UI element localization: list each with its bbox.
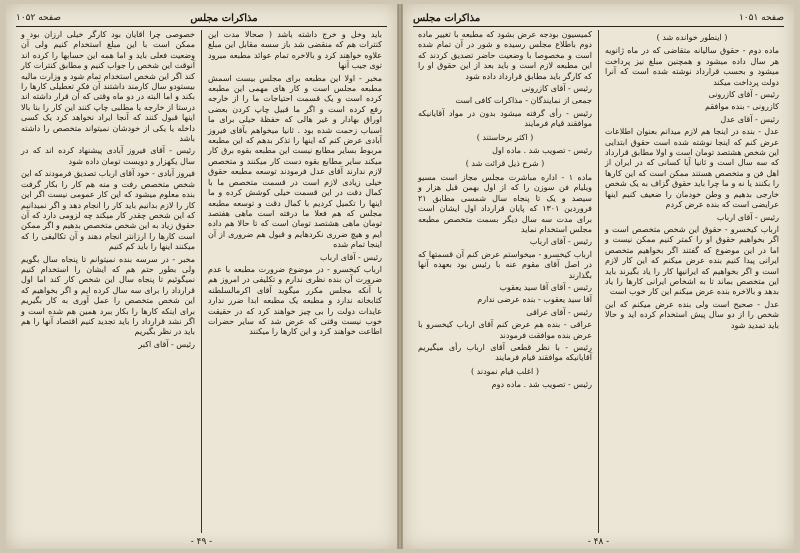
- right-header-rule: [413, 26, 784, 27]
- column-divider: [598, 30, 599, 533]
- paragraph: رئیس - آقای عدل: [720, 114, 779, 124]
- paragraph: خصوصی چرا آقایان بود کارگر خیلی ارزان بود و ممکن است با این مبلغ استخدام کنیم ولی آن وضعیت فعلی باید و اما همه این حسابها را کرده اند آنوقت این شخص را جواب کنیم و مطابق کنترات کار کند اگر این شخص استخدام تمام شود و وزارت مالیه بیستودو سال کارمند داشتند آن فکر تعطیلی کارها را بکند و اما البته در دو ماه وقتی که آن قرار داشته اند درستا از خارجه یا مطلبی چاپ کنند این کار را بنا بالا اینها قبول کنند که آنجا ایراد نخواهد کرد یک کسی داخله یا یکی از خودشان نمیتواند متخصص را داشته باشد: [21, 30, 195, 144]
- right-page-column-1: [600, 30, 784, 533]
- paragraph: آقا سید یعقوب - بنده عرضی ندارم: [477, 295, 592, 305]
- paragraph: ارباب کیخسرو - در موضوع ضرورت مطبعه با عدم ضرورت آن بنده نظری ندارم و تکلیفی در امروز هم با آنکه مجلس مکرر میگوید آقای اکرمالسلطنه کتابخانه ندارد و مطبعه یک مطبعه ابدا ضرر ندارد عایدات دولت را بی چیز خواهند کرد که در حقیقت خوب نیست وقتی که عرض شد که سایر حضرات اطاعت خواهند کرد و این کارها را میکنند: [208, 264, 382, 337]
- left-page: [6, 4, 398, 549]
- right-page-running-title: مذاکرات مجلس: [412, 12, 481, 24]
- paragraph: ( اغلب قیام نمودند ): [471, 366, 539, 376]
- left-page-header: [16, 10, 387, 26]
- right-page-footer: - ۴۸ -: [587, 537, 610, 547]
- right-page: [402, 4, 794, 549]
- paragraph: رئیس - تصویب شد . ماده دوم: [491, 380, 592, 390]
- left-page-column-1: [203, 30, 387, 533]
- paragraph: عدل - بنده در اینجا هم لازم میدانم بعنوان اطلاعات عرض کنم که اینجا نوشته شده است حقوق ابتدایی این شخص هشتصد تومان است و اولا مطابق قرارداد که سه سال است و ثانیا آیا کسانی که در ایران از اهل فن و متخصص هستند ممکن است که این کارها را بکنند یا نه و ما چرا باید حقوق گزاف به یک شخص خارجی بدهیم و وطن خودمان را ضعیف کنیم اینها عرایضی است که بنده عرض کردم: [604, 127, 779, 210]
- right-page-number-label: صفحه ۱۰۵۱: [738, 13, 784, 23]
- left-page-columns: [16, 30, 387, 533]
- paragraph: ( شرح ذیل قرائت شد ): [465, 159, 545, 169]
- paragraph: ماده دوم - حقوق سالیانه متقاضی که در ماه ژانویه هر سال داده میشود و همچنین مبلغ نیز پرداخت میشود و بحسب قرارداد نوشته شده است که آنرا دولت پرداخت میکند: [604, 46, 779, 87]
- paragraph: رئیس - آقای اکبر: [138, 339, 195, 349]
- paragraph: رئیس - آقای کازرونی: [708, 90, 779, 100]
- paragraph: کازرونی - بنده موافقم: [705, 102, 779, 112]
- column-divider: [201, 30, 202, 533]
- paragraph: کمیسیون بودجه عرض بشود که مطبعه با تغییر ماده دوم باطلاع مجلس رسیده و شور در آن تمام شده است و مخصوصا با وضعیت حاضر تصدیق کردند که این مطبعه لازم است و باید بعد از این حقوق او را که کارگر باید مطابق قرارداد داده شود: [417, 30, 592, 81]
- paragraph: عراقی - بنده هم عرض کنم آقای ارباب کیخسرو با عرض بنده موافقت فرمودند: [417, 320, 592, 340]
- paragraph: ( اکثر برخاستند ): [476, 132, 534, 142]
- paragraph: رئیس - آقای ارباب: [319, 252, 382, 262]
- paragraph: رئیس - تصویب شد . ماده اول: [492, 146, 592, 156]
- paragraph: رئیس - آقای فیروز آبادی پیشنهاد کرده اند که در سال یکهزار و دویست تومان داده شود: [21, 146, 195, 166]
- right-page-header: [413, 10, 784, 26]
- right-page-columns: [413, 30, 784, 533]
- paragraph: رئیس - آقای کازرونی: [521, 84, 592, 94]
- paragraph: باید وخل و خرج داشته باشد ( صحالا مدت این کنترات هم که منقضی شد باز سسه مقابل این مبلغ علاوه خواهند کرد و بالاخره تمام عوائد مطبعه میرود توی جیب آنها: [208, 30, 382, 71]
- left-page-running-title: مذاکرات مجلس: [190, 12, 258, 24]
- paragraph: رئیس - با نظر قطعی آقای ارباب رأی میگیریم آقایانیکه موافقند قیام فرمایند: [417, 342, 592, 363]
- paragraph: جمعی از نمایندگان - مذاکرات کافی است: [455, 96, 592, 106]
- paragraph: عدل - صحیح است ولی بنده عرض میکنم که این شخص را از دو سال پیش استخدام کرده اید و حالا باید تمدید شود: [604, 299, 779, 330]
- paragraph: فیروز آبادی - خود آقای ارباب تصدیق فرمودند که این شخص متخصص رفت و منه هم کار را بکار گرفت بنده معلوم میشود که این کار عمومی نیست اگر این کار را لازم بدانیم باید کار را انجام دهد و اگر نمیدانیم که این شخص چقدر کار میکند چه لزومی دارد که آن حقوق زیاد به این شخص متخصص بدهیم و اگر ممکن است کارها را ارزانتر انجام دهند و آن تکالیفی را که میکنند اینها را باید کم کنیم: [21, 169, 195, 252]
- paragraph: رئیس - آقای ارباب: [716, 212, 779, 222]
- paragraph: ارباب کیخسرو - حقوق این شخص متخصص است و اگر بخواهیم حقوق او را کمتر کنیم ممکن نیست و اما در این موضوع که گفتند اگر بخواهیم متخصص ایرانی پیدا کنیم بنده عرض میکنم که این کار لازم است و اگر بخواهیم که ایرانیها کار را یاد بگیرند باید این متخصص بماند تا به اشخاص ایرانی کارها را یاد بدهد و بالاخره بنده عرض میکنم این کار خوب است: [604, 224, 779, 297]
- paragraph: ماده ۱ - اداره مباشرت مجلس مجاز است مسیو ویلیام فن سوزن را که از اول بهمن قبل هزار و سیصد و یک تا پنجاه سال شمسی مطابق ۲۱ فروردین ۱۳۰۱ که پایان قرارداد اول ایشان است برای مدت سه سال دیگر بسمت متخصص مطبعه مجلس استخدام نماید: [417, 172, 592, 234]
- left-page-footer: - ۴۹ -: [190, 537, 213, 547]
- paragraph: مخبر - در سرسه بنده نمیتوانم تا پنجاه سال بگویم ولی بطور حتم هم که ایشان را استخدام کنیم نمیگوئیم تا پنجاه سال این شخص کار کند اما اول قرارداد را برای سه سال کرده ایم و اگر بخواهیم که این شخص متخصص را عمل آوری به کار بگیریم برای اینکه کارها را بکار ببرد همین هم شده است و اگر نشد قرارداد را باید تجدید کنیم اقتصاد آنها را هم باید در نظر بگیریم: [21, 254, 195, 337]
- paragraph: رئیس - آقای عراقی: [526, 307, 592, 317]
- left-page-column-2: [16, 30, 200, 533]
- left-page-number-label: صفحه ۱۰۵۲: [16, 13, 62, 23]
- paragraph: رئیس - آقای ارباب: [529, 237, 592, 247]
- paragraph: ( اینطور خوانده شد ): [656, 33, 728, 42]
- paragraph: ارباب کیخسرو - میخواستم عرض کنم آن قسمتها که در اصل آقای مقوم عنه با رئیس بود بعهده آنها بگذارند: [417, 249, 592, 280]
- paragraph: رئیس - آقای آقا سید یعقوب: [499, 282, 592, 292]
- book-spread: [6, 4, 794, 549]
- paragraph: رئیس - رأی گرفته میشود بدون در مواد آقایانیکه موافقند قیام فرمایند: [417, 108, 592, 129]
- right-page-column-2: [413, 30, 597, 533]
- left-header-rule: [16, 26, 387, 27]
- paragraph: مخبر - اولا این مطبعه برای مجلس بیست اسمش مطبعه مجلس است و کار های مهمی این مطبعه کرده است و یک قسمت احتیاجات ما را از خارجه رفع کرده است و اگر ما قبیل چاپ کردن بعضی اوراق بهادار و غیر هالی که حفظهٔ خیلی برای ما اسباب زحمت شده بود . ثانیا میخواهم بآقای فیروز آبادی عرض کنم که اینها را تذکر بدهم که این مطبعه مربوط بسایر مطابع نیست این مطبعه بقوه برق کار میکند سایر مطابع بقوه دست کار میکنند و متخصص لازم ندارند آقای عدل فرمودند توسعه مطبعه حقوق خیلی زیادی لازم است در قسمت متخصص ما با کمال دقت در این قسمت خیلی کوشش کرده و ما اینها را تکمیل کردیم با کمال دقت و توسعه مطبعه مجلس که هم فعلا ما درفته است ماهی هفتصد تومان ماهی هشتصد تومان است که تا حالا هم داده ایم و هیچ ضرری نکردهایم و قبول هم ضروری از آن اینجا تمام شده: [208, 73, 382, 250]
